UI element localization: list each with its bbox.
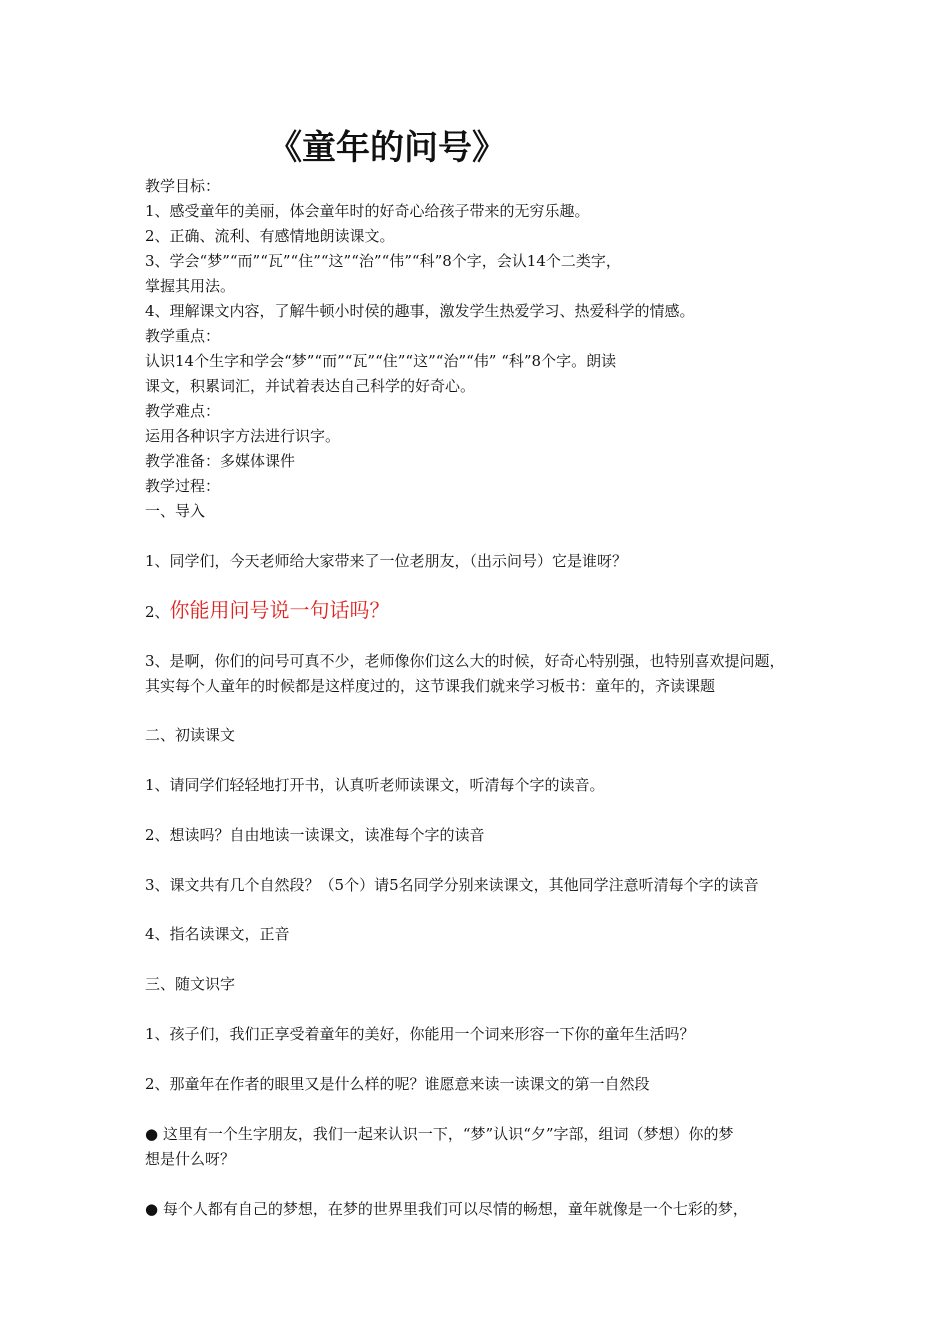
text-line: 2、想读吗？自由地读一读课文，读准每个字的读音 — [145, 826, 485, 844]
text-line: 1、请同学们轻轻地打开书，认真听老师读课文，听清每个字的读音。 — [145, 776, 605, 794]
text-line: 1、同学们，今天老师给大家带来了一位老朋友，（出示问号）它是谁呀？ — [145, 552, 628, 570]
text-line: 4、指名读课文，正音 — [145, 925, 290, 943]
text-line: 教学过程： — [145, 477, 221, 495]
text-line: 掌握其用法。 — [145, 277, 236, 295]
text-line: 教学目标： — [145, 177, 221, 195]
section-heading: 三、随文识字 — [145, 975, 236, 993]
highlighted-line-text: 你能用问号说一句话吗？ — [169, 598, 390, 622]
text-line: 4、理解课文内容，了解牛顿小时侯的趣事，激发学生热爱学习、热爱科学的情感。 — [145, 302, 695, 320]
text-line: 1、感受童年的美丽，体会童年时的好奇心给孩子带来的无穷乐趣。 — [145, 202, 590, 220]
text-line: 教学难点： — [145, 402, 221, 420]
highlighted-line — [145, 595, 815, 627]
text-line: 2、那童年在作者的眼里又是什么样的呢？谁愿意来读一读课文的第一自然段 — [145, 1075, 650, 1093]
text-line: 3、课文共有几个自然段？（5个）请5名同学分别来读课文，其他同学注意听清每个字的读音 — [145, 876, 759, 894]
text-line: 认识14个生字和学会“梦”“而”“瓦”“住”“这”“治”“伟” “科”8个字。朗读 — [145, 352, 617, 370]
text-line: 1、孩子们，我们正享受着童年的美好，你能用一个词来形容一下你的童年生活吗？ — [145, 1025, 695, 1043]
text-line: 课文，积累词汇，并试着表达自己科学的好奇心。 — [145, 377, 476, 395]
text-line: 其实每个人童年的时候都是这样度过的，这节课我们就来学习板书：童年的，齐读课题 — [145, 677, 716, 695]
document-title: 《童年的问号》 — [268, 128, 506, 168]
text-line: 3、学会“梦”“而”“瓦”“住”“这”“治”“伟”“科”8个字，会认14个二类字， — [145, 252, 621, 270]
text-line: 想是什么呀？ — [145, 1150, 236, 1168]
bullet-line: ● 这里有一个生字朋友，我们一起来认识一下，“梦”认识“夕”字部，组词（梦想）你的梦 — [145, 1125, 734, 1143]
text-line: 2、正确、流利、有感情地朗读课文。 — [145, 227, 395, 245]
section-heading: 一、导入 — [145, 502, 206, 520]
text-line: 3、是啊，你们的问号可真不少，老师像你们这么大的时候，好奇心特别强，也特别喜欢提问题， — [145, 652, 785, 670]
bullet-line: ● 每个人都有自己的梦想，在梦的世界里我们可以尽情的畅想，童年就像是一个七彩的梦， — [145, 1200, 748, 1218]
highlighted-line-prefix: 2、 — [145, 603, 170, 621]
text-line: 运用各种识字方法进行识字。 — [145, 427, 341, 445]
section-heading: 二、初读课文 — [145, 726, 236, 744]
text-line: 教学重点： — [145, 327, 221, 345]
text-line: 教学准备：多媒体课件 — [145, 452, 296, 470]
